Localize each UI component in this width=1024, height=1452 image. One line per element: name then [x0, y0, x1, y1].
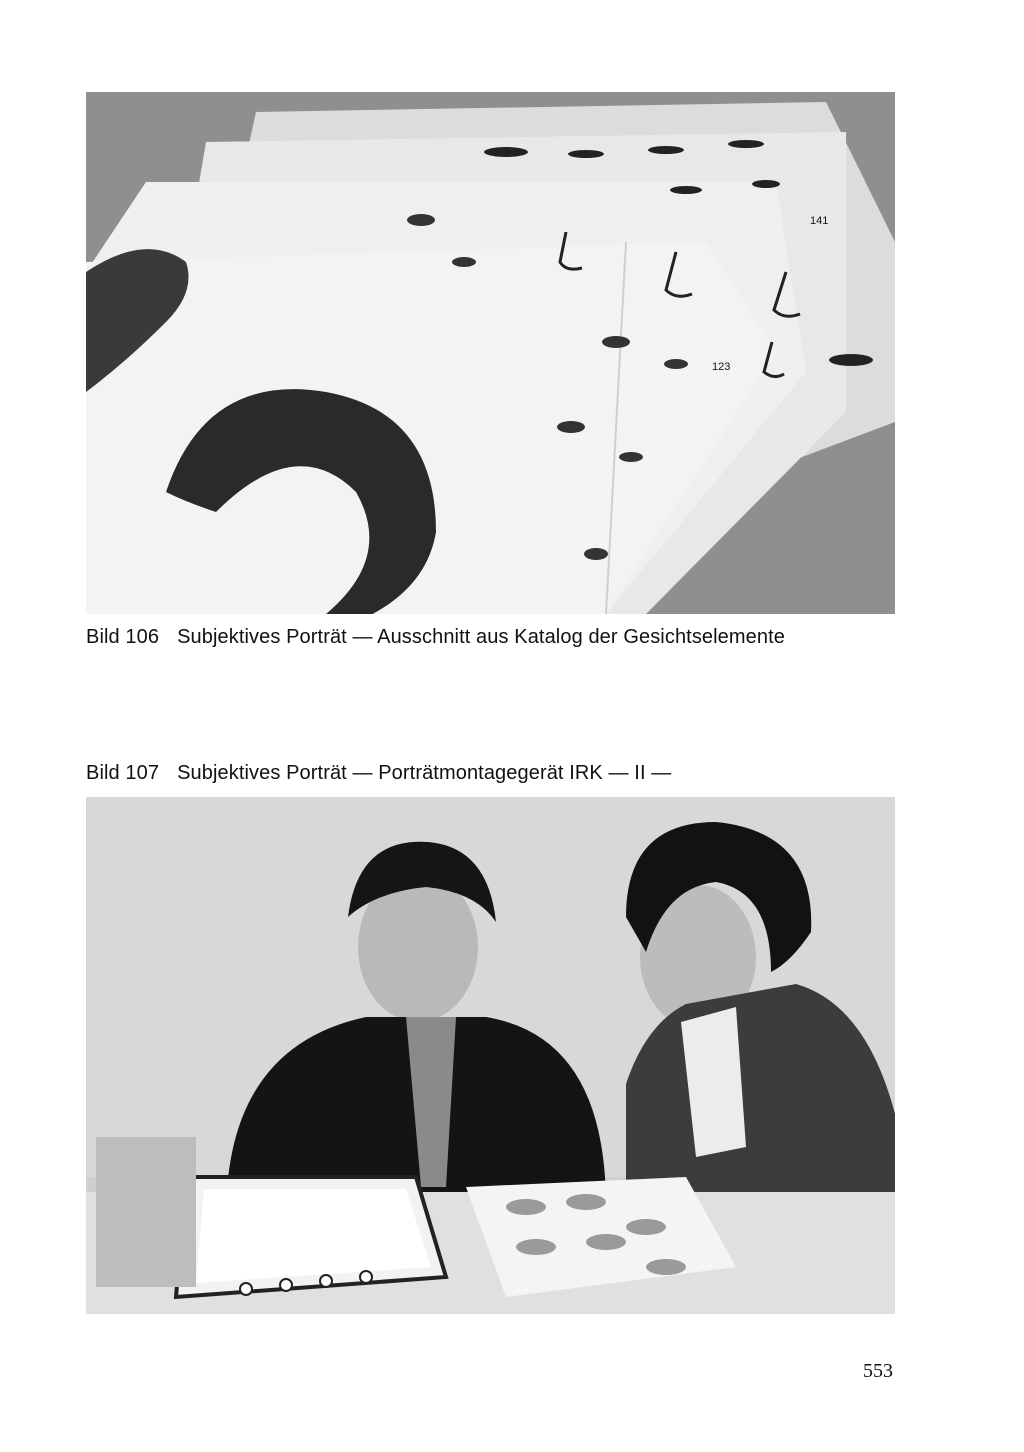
figure-label: Bild 106 — [86, 626, 160, 648]
svg-text:141: 141 — [810, 215, 829, 227]
figure-label: Bild 107 — [86, 762, 160, 784]
svg-text:123: 123 — [712, 361, 731, 373]
photo-catalog-facial-elements — [86, 92, 895, 614]
page-number: 553 — [863, 1360, 893, 1382]
figure-caption-text: Subjektives Porträt — Porträtmontagegerät IRK — II — — [177, 762, 672, 784]
montage-device-illustration — [86, 797, 895, 1314]
photo-portrait-montage-device — [86, 797, 895, 1314]
figure-caption-106 — [86, 626, 785, 649]
figure-caption-107 — [86, 762, 671, 785]
figure-caption-text: Subjektives Porträt — Ausschnitt aus Katalog der Gesichtselemente — [177, 626, 785, 648]
catalog-sheets-illustration — [86, 92, 895, 614]
